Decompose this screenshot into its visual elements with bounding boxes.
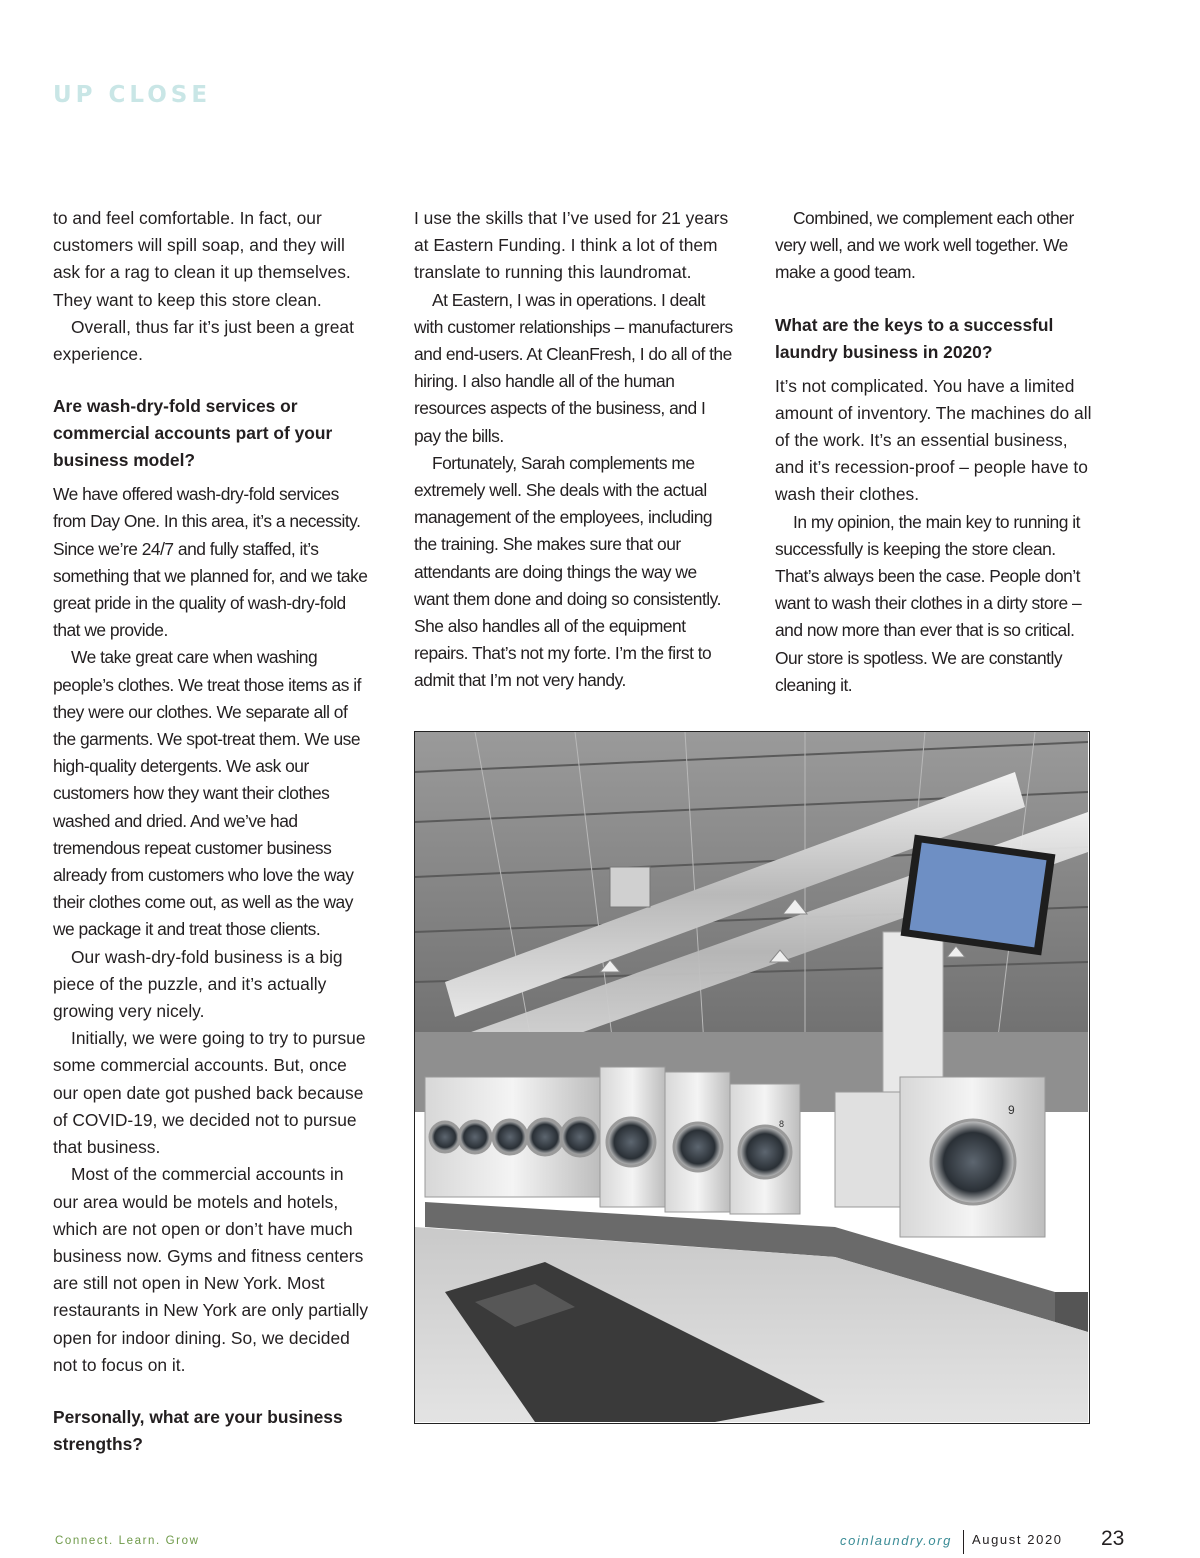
article-column-1	[53, 205, 373, 1458]
paragraph: to and feel comfortable. In fact, our customers will spill soap, and they will ask for a rag to clean it up themselves. They want to keep this store clean.	[53, 208, 351, 310]
interview-question: Personally, what are your business strengths?	[53, 1406, 343, 1454]
paragraph: Fortunately, Sarah complements me extremely well. She deals with the actual management of the employees, including the training. She makes sure that our attendants are doing things the way we want them done and doing so consistently. She also handles all of the equipment repairs. That’s not my forte. I’m the first to admit that I’m not very handy.	[414, 452, 721, 691]
paragraph: Initially, we were going to try to pursue some commercial accounts. But, once our open date got pushed back because of COVID-19, we decided not to pursue that business.	[53, 1028, 366, 1158]
paragraph: Our wash-dry-fold business is a big piece of the puzzle, and it’s actually growing very nicely.	[53, 946, 343, 1022]
footer-divider	[963, 1530, 964, 1554]
page-number: 23	[1101, 1527, 1125, 1550]
footer-site-link[interactable]: coinlaundry.org	[840, 1533, 952, 1548]
article-column-2	[414, 205, 734, 695]
paragraph: In my opinion, the main key to running it successfully is keeping the store clean. That’s always been the case. People don’t want to wash their clothes in a dirty store – and now more than ever that is so critical. Our store is spotless. We are constantly cleaning it.	[775, 511, 1082, 695]
paragraph: We take great care when washing people’s clothes. We treat those items as if they were our clothes. We separate all of the garments. We spot-treat them. We use high-quality detergents. We ask our customers how they want their clothes washed and dried. And we’ve had tremendous repeat customer business already from customers who love the way their clothes come out, as well as the way we package it and treat those clients.	[53, 647, 361, 940]
paragraph: Combined, we complement each other very well, and we work well together. We make a good team.	[775, 208, 1074, 283]
paragraph: At Eastern, I was in operations. I dealt with customer relationships – manufacturers and end-users. At CleanFresh, I do all of the hiring. I also handle all of the human resources aspects of the business, and I pay the bills.	[414, 289, 733, 446]
machine-number: 8	[779, 1119, 785, 1129]
interview-question: What are the keys to a successful laundry business in 2020?	[775, 314, 1054, 362]
footer-tagline: Connect. Learn. Grow	[55, 1535, 200, 1547]
footer-date: August 2020	[972, 1532, 1063, 1547]
laundromat-photo	[414, 731, 1090, 1424]
interview-question: Are wash-dry-fold services or commercial accounts part of your business model?	[53, 396, 333, 471]
article-column-3	[775, 205, 1097, 699]
machine-number: 9	[1008, 1103, 1015, 1117]
paragraph: Most of the commercial accounts in our area would be motels and hotels, which are not open or don’t have much business now. Gyms and fitness centers are still not open in New York. Most restaurants in New York are only partially open for indoor dining. So, we decided not to focus on it.	[53, 1164, 369, 1375]
paragraph: We have offered wash-dry-fold services from Day One. In this area, it’s a necessity. Since we’re 24/7 and fully staffed, it’s something that we planned for, and we take great pride in the quality of wash-dry-fold that we provide.	[53, 484, 368, 641]
section-label: UP CLOSE	[53, 82, 212, 108]
paragraph: Overall, thus far it’s just been a great experience.	[53, 316, 354, 365]
paragraph: It’s not complicated. You have a limited amount of inventory. The machines do all of the work. It’s an essential business, and it’s recession-proof – people have to wash their clothes.	[775, 375, 1092, 505]
paragraph: I use the skills that I’ve used for 21 years at Eastern Funding. I think a lot of them translate to running this laundromat.	[414, 208, 729, 283]
